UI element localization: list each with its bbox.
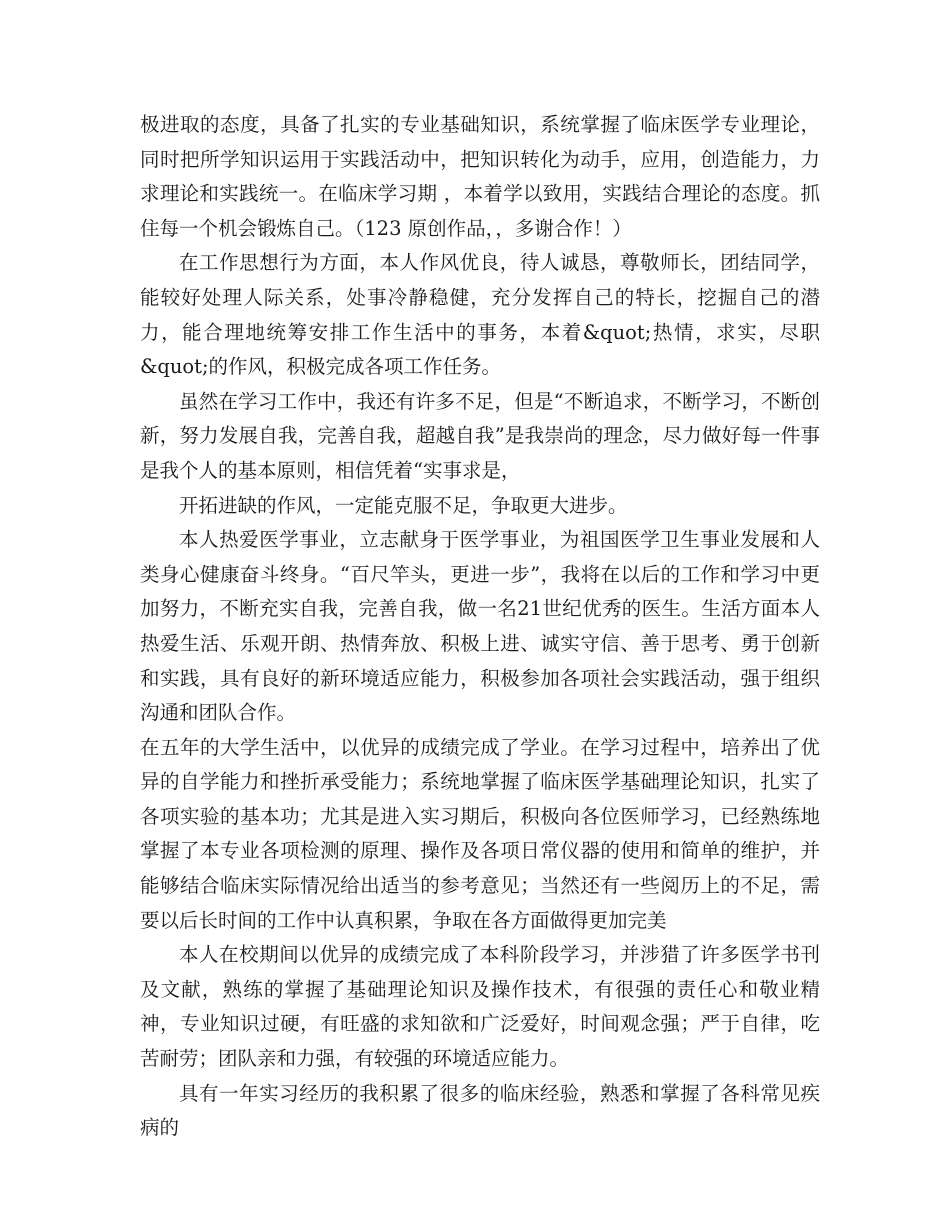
paragraph-5: 本人热爱医学事业，立志献身于医学事业，为祖国医学卫生事业发展和人类身心健康奋斗终身。“百尺竿头，更进一步”，我将在以后的工作和学习中更加努力，不断充实自我，完善自我，做一名21世纪优秀的医生。生活方面本人热爱生活、乐观开朗、热情奔放、积极上进、诚实守信、善于思考、勇于创新和实践，具有良好的新环境适应能力，积极参加各项社会实践活动，强于组织沟通和团队合作。 <box>140 528 820 725</box>
body-text <box>140 108 820 1146</box>
paragraph-6: 在五年的大学生活中，以优异的成绩完成了学业。在学习过程中，培养出了优异的自学能力和挫折承受能力；系统地掌握了临床医学基础理论知识，扎实了各项实验的基本功；尤其是进入实习期后，积极向各位医师学习，已经熟练地掌握了本专业各项检测的原理、操作及各项日常仪器的使用和简单的维护，并能够结合临床实际情况给出适当的参考意见；当然还有一些阅历上的不足，需要以后长时间的工作中认真积累，争取在各方面做得更加完美 <box>140 735 820 932</box>
paragraph-8: 具有一年实习经历的我积累了很多的临床经验，熟悉和掌握了各科常见疾病的 <box>140 1081 820 1140</box>
paragraph-1: 极进取的态度，具备了扎实的专业基础知识，系统掌握了临床医学专业理论，同时把所学知识运用于实践活动中，把知识转化为动手，应用，创造能力，力求理论和实践统一。在临床学习期 ，本着学以致用，实践结合理论的态度。抓住每一个机会锻炼自己。（123 原创作品，，多谢合作！） <box>140 113 820 240</box>
paragraph-7: 本人在校期间以优异的成绩完成了本科阶段学习，并涉猎了许多医学书刊及文献，熟练的掌握了基础理论知识及操作技术，有很强的责任心和敬业精神，专业知识过硬，有旺盛的求知欲和广泛爱好，时间观念强；严于自律，吃苦耐劳；团队亲和力强，有较强的环境适应能力。 <box>140 943 820 1071</box>
paragraph-2: 在工作思想行为方面，本人作风优良，待人诚恳，尊敬师长，团结同学，能较好处理人际关系，处事冷静稳健，充分发挥自己的特长，挖掘自己的潜力，能合理地统筹安排工作生活中的事务，本着&quot;热情，求实，尽职&quot;的作风，积极完成各项工作任务。 <box>140 251 820 379</box>
paragraph-3: 虽然在学习工作中，我还有许多不足，但是“不断追求，不断学习，不断创新，努力发展自我，完善自我，超越自我”是我崇尚的理念，尽力做好每一件事是我个人的基本原则，相信凭着“实事求是， <box>140 389 820 482</box>
paragraph-4: 开拓进缺的作风，一定能克服不足，争取更大进步。 <box>179 493 628 517</box>
